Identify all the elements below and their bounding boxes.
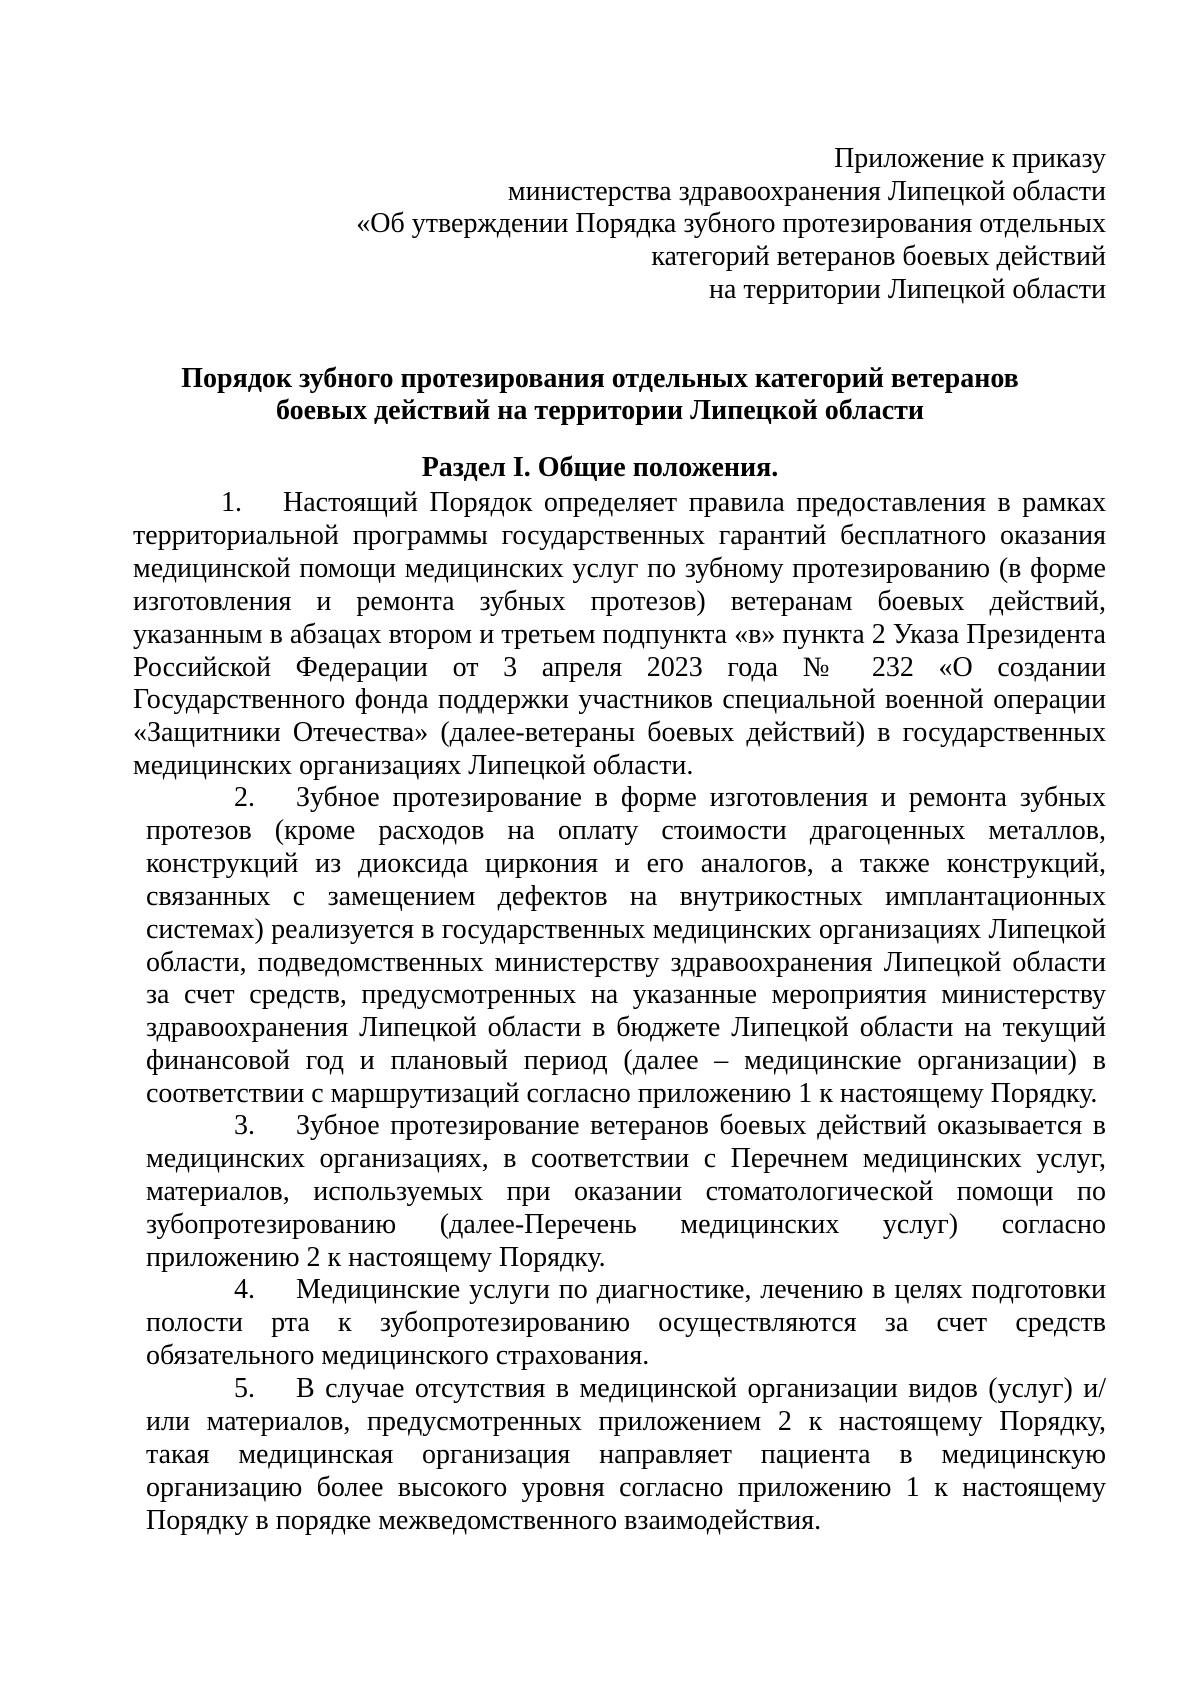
- section-heading: Раздел I. Общие положения.: [421, 452, 779, 483]
- appendix-header: [356, 143, 1106, 307]
- header-line: Приложение к приказу: [834, 143, 1106, 174]
- paragraph-2: [146, 782, 1106, 1111]
- header-line: категорий ветеранов боевых действий: [651, 241, 1106, 273]
- paragraph-number: 1.: [221, 487, 242, 518]
- paragraph-text: Зубное протезирование в форме изготовления и ремонта зубных протезов (кроме расходов на оплату стоимости драгоценных металлов, конструкций из диоксида циркония и его аналогов, а также конструкций, связанных с замещением дефектов на внутрикостных имплантационных системах) реализуется в государственных медицинских организациях Липецкой области, подведомственных министерству здравоохранения Липецкой области за счет средств, предусмотренных на указанные мероприятия министерству здравоохранения Липецкой области в бюджете Липецкой области на текущий финансовой год и плановый период (далее – медицинские организации) в соответствии с маршрутизаций согласно приложению 1 к настоящему Порядку.: [146, 782, 1106, 1110]
- paragraph-text: Медицинские услуги по диагностике, лечению в целях подготовки полости рта к зубопротезированию осуществляются за счет средств обязательного медицинского страхования.: [146, 1274, 1106, 1371]
- title-line: боевых действий на территории Липецкой области: [275, 395, 925, 426]
- paragraph-number: 5.: [234, 1373, 255, 1404]
- header-line: министерства здравоохранения Липецкой области: [507, 175, 1106, 207]
- header-line: на территории Липецкой области: [708, 273, 1106, 305]
- paragraph-4: [146, 1274, 1106, 1373]
- paragraph-1: [133, 487, 1106, 783]
- paragraph-5: [146, 1373, 1106, 1538]
- document-title: [0, 363, 1200, 427]
- paragraph-text: В случае отсутствия в медицинской организации видов (услуг) и/или материалов, предусмотренных приложением 2 к настоящему Порядку, такая медицинская организация направляет пациента в медицинскую организацию более высокого уровня согласно приложению 1 к настоящему Порядку в порядке межведомственного взаимодействия.: [146, 1373, 1106, 1536]
- paragraph-3: [146, 1110, 1106, 1275]
- paragraph-text: Настоящий Порядок определяет правила предоставления в рамках территориальной программы государственных гарантий бесплатного оказания медицинской помощи медицинских услуг по зубному протезированию (в форме изготовления и ремонта зубных протезов) ветеранам боевых действий, указанным в абзацах втором и третьем подпункта «в» пункта 2 Указа Президента Российской Федерации от 3 апреля 2023 года № 232 «О создании Государственного фонда поддержки участников специальной военной операции «Защитники Отечества» (далее-ветераны боевых действий) в государственных медицинских организациях Липецкой области.: [133, 487, 1106, 782]
- paragraph-number: 2.: [234, 782, 255, 813]
- header-line: «Об утверждении Порядка зубного протезирования отдельных: [356, 208, 1106, 240]
- paragraph-number: 3.: [234, 1110, 255, 1141]
- paragraph-number: 4.: [234, 1274, 255, 1305]
- title-line: Порядок зубного протезирования отдельных категорий ветеранов: [181, 363, 1019, 394]
- paragraph-text: Зубное протезирование ветеранов боевых действий оказывается в медицинских организациях, в соответствии с Перечнем медицинских услуг, материалов, используемых при оказании стоматологической помощи по зубопротезированию (далее-Перечень медицинских услуг) согласно приложению 2 к настоящему Порядку.: [146, 1110, 1106, 1273]
